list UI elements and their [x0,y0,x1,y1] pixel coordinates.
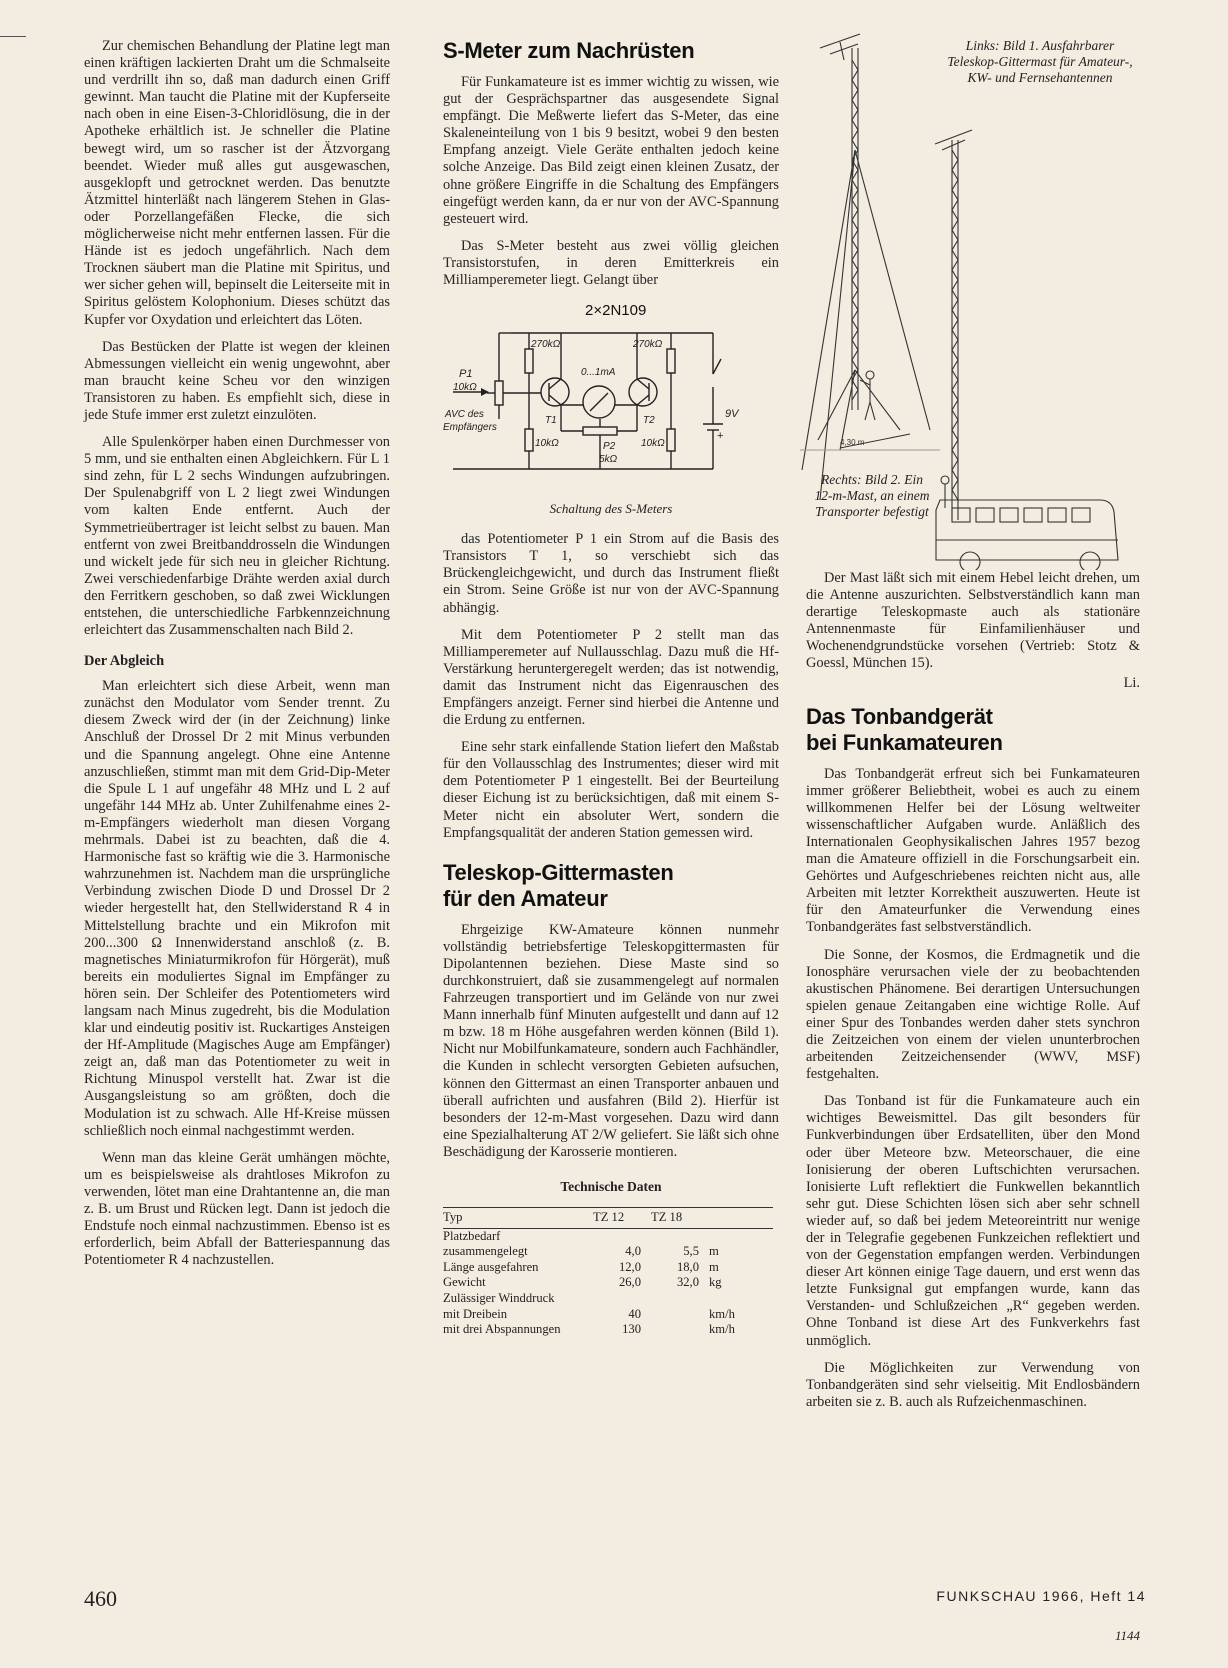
paragraph: Das S-Meter besteht aus zwei völlig gleichen Transistorstufen, in deren Emitterkreis ein Milliamperemeter liegt. Gelangt über [443,237,779,289]
table-row [443,1291,773,1307]
figure-caption-1: Links: Bild 1. Ausfahrbarer Teleskop-Gittermast für Amateur-, KW- und Fernsehantennen [947,38,1133,85]
table-cell [593,1228,651,1244]
heading-line: Teleskop-Gittermasten [443,859,674,885]
table-row [443,1322,773,1338]
schematic-label: Empfängers [443,422,497,434]
page-edge-mark [0,36,26,37]
paragraph: Zur chemischen Behandlung der Platine legt man einen kräftigen lackierten Draht um die Schmalseite und verdrillt ihn so, daß man dadurch einen Griff gewinnt. Man taucht die Platine mit der Kupferseite nach oben in eine Eisen-3-Chloridlösung, die in der Apotheke erhältlich ist. Je schneller die Platine bewegt wird, um so rascher ist der Ätzvorgang beendet. Wieder muß alles gut ausgewaschen, ausgeklopft und getrocknet werden. Das benutzte Ätzmittel hinterläßt nach längerem Stehen in Glas- oder Porzellangefäßen Flecke, die sich möglicherweise nicht mehr entfernen lassen. Für die Hände ist es jedoch ungefährlich. Nach dem Trocknen säubert man die Platine mit Spiritus, und wer sicher gehen will, bepinselt die Leiterseite mit in Spiritus gelöstem Kolophonium. Dieses schützt das Kupfer vor Oxydation und erleichtert das Löten. [84,38,390,328]
table-cell: zusammengelegt [443,1244,528,1259]
column-left [84,38,390,1279]
paragraph: Für Funkamateure ist es immer wichtig zu wissen, wie gut der Gesprächspartner das ausgesendete Signal empfängt. Die Meßwerte liefert das S-Meter, das eine Skaleneinteilung von 1 bis 9 besitzt, wobei 9 den besten Empfang anzeigt. Viele Geräte enthalten jedoch keine solche Anzeige. Das Bild zeigt einen kleinen Zusatz, der ohne größere Eingriffe in die Schaltung des Empfängers eingefügt werden kann, da er nur von der AVC-Spannung gesteuert wird. [443,74,779,227]
heading-line: bei Funkamateuren [806,729,1003,755]
schematic-label: 10kΩ [535,438,559,450]
table-cell: 32,0 [676,1275,699,1290]
table-cell: Zulässiger Winddruck [443,1291,555,1305]
table-header [709,1208,773,1229]
journal-reference: FUNKSCHAU 1966, Heft 14 [936,1588,1146,1604]
table-cell: 12,0 [618,1259,641,1274]
table-header-row [443,1208,773,1229]
table-cell [651,1291,709,1307]
paragraph: das Potentiometer P 1 ein Strom auf die Basis des Transistors T 1, so verschiebt sich das Brückengleichgewicht, und durch das Instrument fließt ein Strom. Seine Größe ist nur von der AVC-Spannung abhängig. [443,531,779,616]
page-number: 460 [84,1586,117,1611]
table-row [443,1228,773,1244]
table-cell: Platzbedarf [443,1228,501,1243]
table-cell: 26,0 [618,1275,641,1290]
paragraph: Mit dem Potentiometer P 2 stellt man das Milliamperemeter auf Nullausschlag. Dazu muß die Hf-Verstärkung heruntergeregelt werden; das ist notwendig, damit das Instrument nicht das Eigenrauschen des Empfängers anzeigt. Ferner sind hierbei die Antenne und die Erdung zu entfernen. [443,626,779,729]
column-right [806,570,1140,1421]
table-row [443,1244,773,1260]
table-cell [709,1291,773,1307]
schematic-label: 270kΩ [633,339,663,351]
article-heading: S-Meter zum Nachrüsten [443,38,695,63]
paragraph: Man erleichtert sich diese Arbeit, wenn man zunächst den Modulator vom Sender trennt. Zu diesem Zweck wird der (in der Zeichnung) linke Anschluß der Drossel Dr 2 mit Minus verbunden und die Spannung angelegt. Ohne eine Antenne anzuschließen, stimmt man mit dem Grid-Dip-Meter die Spule L 1 auf ungefähr 48 MHz und L 2 auf ungefähr 144 MHz ab. Unter Zuhilfenahme eines 2-m-Empfängers wiederholt man diesen Vorgang mehrmals. Dabei ist zu beachten, daß die 4. Harmonische fast so kräftig wie die 3. Harmonische wahrzunehmen ist. Nachdem man die ursprüngliche Verbindung zwischen Diode D und Drossel Dr 2 wieder hergestellt hat, den Stellwiderstand R 4 in Mittelstellung brachte und ein Mikrofon mit 200...300 Ω Innenwiderstand anschloß (z. B. magnetisches Miniaturmikrofon für Hörgerät), muß bereits ein moduliertes Signal im Empfänger zu hören sein. Der Schleifer des Potentiometers wird langsam nach Minus zugedreht, bis die Modulation klar und eindeutig positiv ist. Ruckartiges Ansteigen der Hf-Amplitude (Magisches Auge am Empfänger) zeigt an, daß man das Potentiometer zu weit in Richtung Minuspol verstellt hat. Zwar ist die Ausgangsleistung so am größten, doch die Modulation ist zu schwach. Alle Hf-Kreise müssen schließlich noch einmal nachgestimmt werden. [84,678,390,1139]
article-heading [443,860,779,912]
schematic-title: 2×2N109 [585,302,647,320]
table-cell: km/h [709,1322,735,1337]
paragraph: Das Bestücken der Platte ist wegen der kleinen Abmessungen vielleicht ein wenig ungewohnt, aber man braucht keine Scheu vor den winzigen Transistoren zu haben. Es empfiehlt sich, diese in jede Stufe immer erst zuletzt einzulöten. [84,338,390,423]
table-cell: Länge ausgefahren [443,1259,539,1274]
table-cell [709,1228,773,1244]
schematic-label: 10kΩ [453,382,477,394]
table-cell: 130 [622,1322,641,1337]
table-cell: 40 [628,1306,641,1321]
table-header: TZ 18 [651,1208,709,1229]
section-subheading: Der Abgleich [84,653,165,670]
paragraph: Die Möglichkeiten zur Verwendung von Tonbandgeräten sind sehr vielseitig. Mit Endlosbändern arbeiten sie z. B. auch als Rufzeichenmaschinen. [806,1359,1140,1410]
column-middle [443,38,779,1338]
s-meter-schematic [443,299,779,499]
figure-caption-2: Rechts: Bild 2. Ein 12-m-Mast, an einem Transporter befestigt [814,472,930,519]
schematic-label: 5kΩ [599,454,618,466]
schematic-label: 10kΩ [641,438,665,450]
table-cell [651,1322,709,1338]
table-cell: 4,0 [625,1244,641,1259]
schematic-label: T2 [643,415,655,427]
paragraph: Ehrgeizige KW-Amateure können nunmehr vollständig betriebsfertige Teleskopgittermasten für Dipolantennen beziehen. Diese Maste sind so durchkonstruiert, daß sie zusammengelegt auf normalen Fahrzeugen transportiert und im Gelände von nur zwei Mann innerhalb fünf Minuten aufgestellt und dann auf 12 m bzw. 18 m Höhe ausgefahren werden können (Bild 1). Nicht nur Mobilfunkamateure, sondern auch Fachhändler, die Kunden in schlecht versorgten Gebieten aufsuchen, können den Gittermast an einen Transporter anbauen und überall aufrichten und ausfahren (Bild 2). Hierfür ist besonders der 12-m-Mast vorgesehen. Dazu wird dann eine Spezialhalterung AT 2/W geliefert. Sie läßt sich ohne Beschädigung der Karosserie montieren. [443,921,779,1160]
table-row [443,1260,773,1276]
table-cell [593,1291,651,1307]
paragraph: Die Sonne, der Kosmos, die Erdmagnetik und die Ionosphäre verursachen viele der zu beobachtenden akustischen Phänomene. Bei derartigen Untersuchungen spielen genaue Zeitangaben eine wichtige Rolle. Auf einer Spur des Tonbandes werden daher stets synchron die Zeitzeichen von einem der vielen ununterbrochen arbeitenden Zeitzeichensender (WWV, MSF) festgehalten. [806,946,1140,1083]
tech-data-table [443,1207,773,1338]
table-cell: 18,0 [676,1259,699,1274]
paragraph: Eine sehr stark einfallende Station liefert den Maßstab für den Vollausschlag des Instrumentes; dieser wird mit dem Potentiometer P 1 eingestellt. Bei der Beurteilung dieser Eichung ist zu berücksichtigen, daß mit einem S-Meter nicht ein absoluter Wert, sondern die Empfangsqualität der anderen Station gemessen wird. [443,739,779,841]
paragraph: Alle Spulenkörper haben einen Durchmesser von 5 mm, und sie enthalten einen Abgleichkern. Für L 1 sind zehn, für L 2 sechs Windungen aufzubringen. Der Spulenabgriff von L 2 liegt zwei Windungen vom kalten Ende entfernt. Auch der Symmetrieübertrager ist leicht selbst zu bauen. Man entfernt von zwei Breitbanddrosseln die Windungen und wickelt jede für sich neu in gleicher Richtung. Zwei verschiedenfarbige Drähte werden axial durch den Ferritkern geschoben, so daß zwei Wicklungen entstehen, die unterschiedliche Farbkennzeichnung erleichtert das Zusammenschalten nach Bild 2. [84,434,390,639]
heading-line: für den Amateur [443,885,608,911]
dimension-label: 4,30 m [840,438,865,447]
table-cell [651,1307,709,1323]
table-row [443,1275,773,1291]
schematic-label: 270kΩ [531,339,561,351]
schematic-label: 0...1mA [581,367,616,379]
running-number: 1144 [1114,1628,1140,1643]
schematic-label: + [717,430,724,443]
paragraph: Wenn man das kleine Gerät umhängen möchte, um es beispielsweise als drahtloses Mikrofon zu verwenden, lötet man eine Drahtantenne an, die man z. B. um Brust und Rücken legt. Dann ist jedoch die Endstufe noch einmal nachzustimmen. Ebenso ist es erforderlich, beim Abfall der Batteriespannung das Potentiometer R 4 nachzustellen. [84,1149,390,1269]
paragraph: Das Tonband ist für die Funkamateure auch ein wichtiges Beweismittel. Das gilt besonders für Funkverbindungen über Erdsatelliten, über den Mond oder über Meteore bzw. Meteorschauer, die eine Ionisierung der oberen Luftschichten verursachen. Ionisierte Luft reflektiert die Funkwellen bekanntlich sehr gut. Diese Schichten lösen sich aber sehr schnell wieder auf, so daß bei jedem Meteoreintritt nur wenige der in Telegrafie gegebenen Funkzeichen reflektiert und von der Gegenstation empfangen werden. Verbindungen dieser Art können einige Tage dauern, und erst wenn das letzte Funksignal gut empfangen wurde, kann das Verstanden- und Schlußzeichen „R“ gegeben werden. Ohne Tonband ist diese Art des Funkverkehrs fast unmöglich. [806,1093,1140,1349]
schematic-label: AVC des [445,409,484,421]
table-cell: mit drei Abspannungen [443,1322,561,1337]
author-sign: Li. [1123,674,1140,691]
heading-line: Das Tonbandgerät [806,703,993,729]
table-cell: Gewicht [443,1275,486,1290]
schematic-label: P2 [603,441,616,453]
table-cell: 5,5 [683,1244,699,1259]
paragraph: Das Tonbandgerät erfreut sich bei Funkamateuren immer größerer Beliebtheit, wobei es auch zu einem willkommenen Helfer bei der Lösung weltweiter wissenschaftlicher Aufgaben wurde. Anläßlich des Internationalen Geophysikalischen Jahres 1957 bezog man die Amateure offiziell in die Forschungsarbeit ein. Gehörtes und Aufgeschriebenes reichten nicht aus, alle Arbeiten mit letzter Korrektheit auszuwerten. Heute ist für den Amateurfunker die Verwendung eines Tonbandgerätes fast selbstverständlich. [806,765,1140,936]
article-heading [806,704,1140,756]
table-header: TZ 12 [593,1208,651,1229]
table-cell: mit Dreibein [443,1306,508,1321]
schematic-label: P1 [459,368,473,381]
schematic-label: T1 [545,415,557,427]
schematic-caption: Schaltung des S-Meters [549,501,673,517]
table-cell: kg [709,1275,722,1290]
paragraph: Der Mast läßt sich mit einem Hebel leicht drehen, um die Antenne auszurichten. Selbstverständlich kann man derartige Teleskopmaste auch als stationäre Antennenmaste für Einfamilienhäuser und Wochenendgrundstücke vorsehen (Vertrieb: Stotz & Goessl, München 15). [806,570,1140,672]
table-cell [651,1228,709,1244]
table-cell: km/h [709,1306,735,1321]
table-cell: m [709,1259,719,1274]
table-row [443,1307,773,1323]
table-cell: m [709,1244,719,1259]
table-title: Technische Daten [560,1179,662,1195]
schematic-label: 9V [725,408,739,421]
table-header: Typ [443,1208,593,1229]
